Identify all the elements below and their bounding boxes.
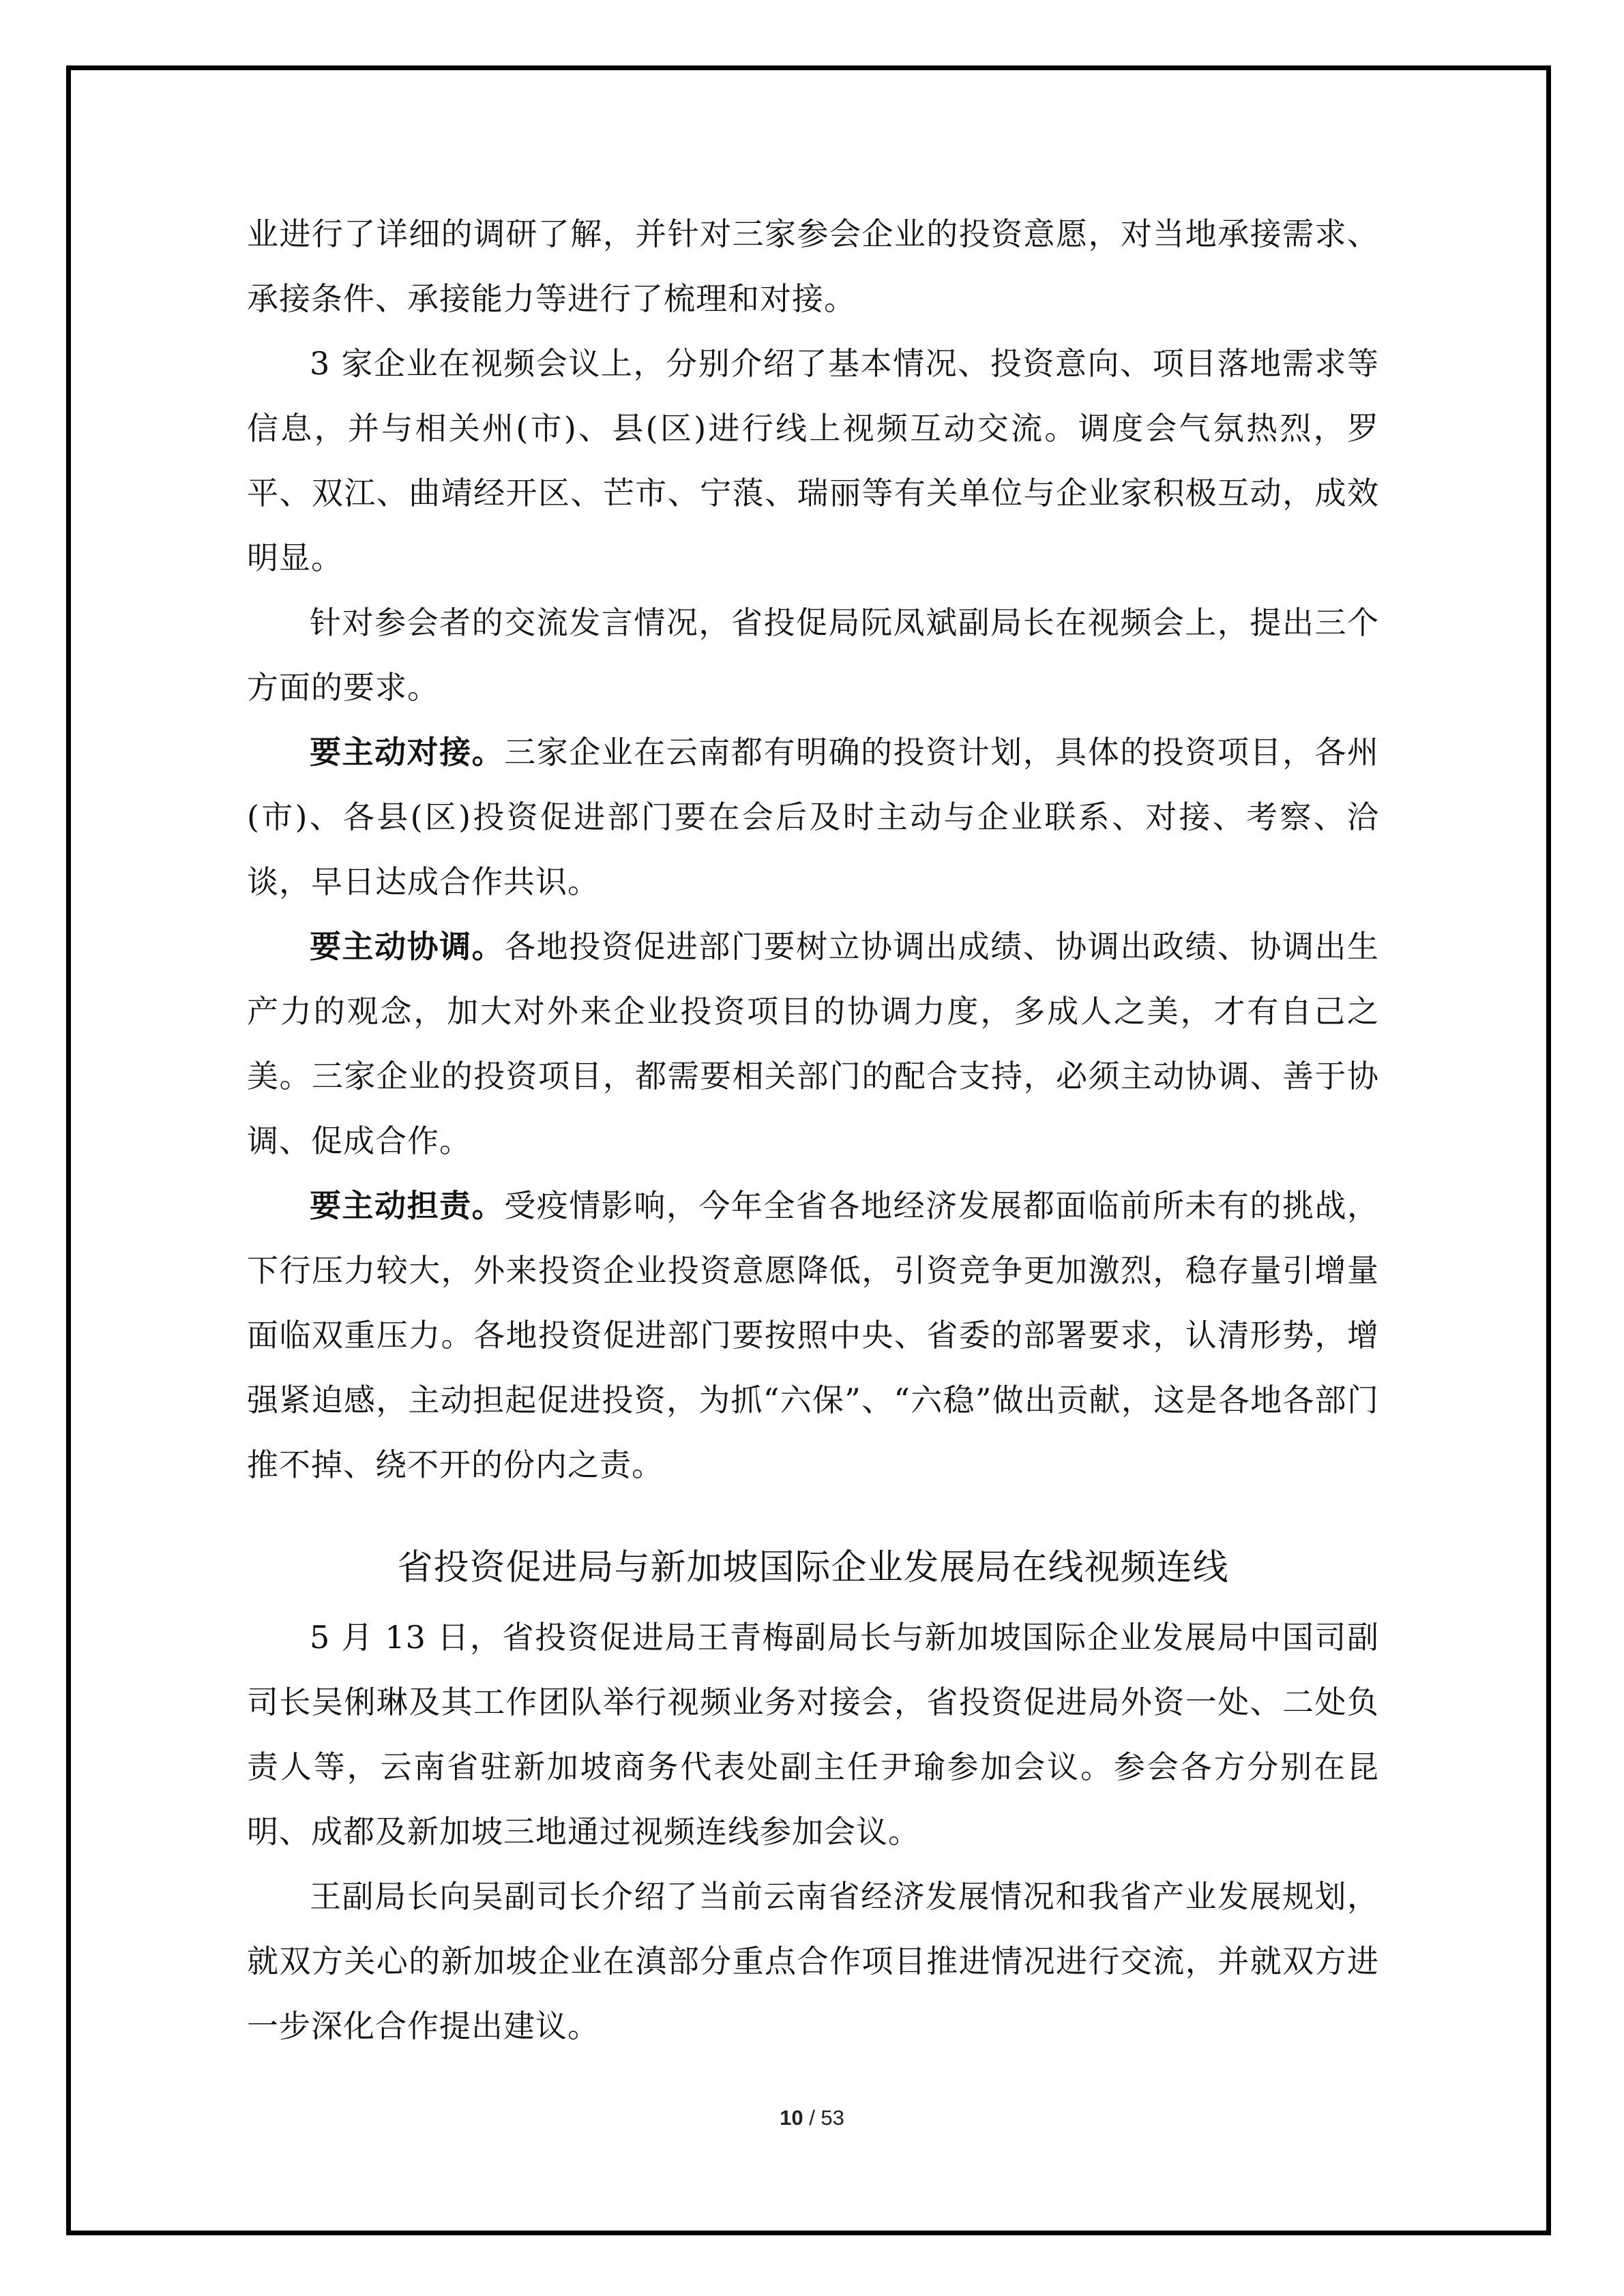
paragraph [247,1605,1379,1864]
paragraph-continued [247,202,1379,331]
paragraph-text: 各地投资促进部门要树立协调出成绩、协调出政绩、协调出生产力的观念，加大对外来企业投资项目的协调力度，多成人之美，才有自己之美。三家企业的投资项目，都需要相关部门的配合支持，必须主动协调、善于协调、促成合作。 [247,928,1379,1159]
page-number [0,2104,1624,2132]
paragraph-text: 业进行了详细的调研了解，并针对三家参会企业的投资意愿，对当地承接需求、承接条件、承接能力等进行了梳理和对接。 [247,215,1379,317]
paragraph-text: 受疫情影响，今年全省各地经济发展都面临前所未有的挑战，下行压力较大，外来投资企业投资意愿降低，引资竞争更加激烈，稳存量引增量面临双重压力。各地投资促进部门要按照中央、省委的部署要求，认清形势，增强紧迫感，主动担起促进投资，为抓“六保”、“六稳”做出贡献，这是各地各部门推不掉、绕不开的份内之责。 [247,1187,1379,1483]
paragraph-text: 针对参会者的交流发言情况，省投促局阮凤斌副局长在视频会上，提出三个方面的要求。 [247,604,1379,706]
page-separator: / [803,2106,821,2130]
paragraph-requirement-responsibility [247,1174,1379,1497]
document-body [247,202,1379,2059]
paragraph-text: 5 月 13 日，省投资促进局王青梅副局长与新加坡国际企业发展局中国司副司长吴俐琳及其工作团队举行视频业务对接会，省投资促进局外资一处、二处负责人等，云南省驻新加坡商务代表处副主任尹瑜参加会议。参会各方分别在昆明、成都及新加坡三地通过视频连线参加会议。 [247,1619,1379,1850]
paragraph-requirement-docking [247,720,1379,914]
paragraph-text: 王副局长向吴副司长介绍了当前云南省经济发展情况和我省产业发展规划，就双方关心的新加坡企业在滇部分重点合作项目推进情况进行交流，并就双方进一步深化合作提出建议。 [247,1878,1379,2044]
section-heading: 省投资促进局与新加坡国际企业发展局在线视频连线 [397,1547,1229,1588]
paragraph-lead: 要主动协调。 [310,928,505,965]
current-page: 10 [780,2106,803,2130]
paragraph [247,331,1379,591]
paragraph-lead: 要主动担责。 [310,1187,505,1224]
paragraph-lead: 要主动对接。 [310,734,505,771]
paragraph-requirement-coordination [247,914,1379,1174]
total-pages: 53 [821,2106,844,2130]
paragraph-text: 三家企业在云南都有明确的投资计划，具体的投资项目，各州(市)、各县(区)投资促进部门要在会后及时主动与企业联系、对接、考察、洽谈，早日达成合作共识。 [247,734,1379,900]
paragraph-text: 3 家企业在视频会议上，分别介绍了基本情况、投资意向、项目落地需求等信息，并与相关州(市)、县(区)进行线上视频互动交流。调度会气氛热烈，罗平、双江、曲靖经开区、芒市、宁蒗、瑞丽等有关单位与企业家积极互动，成效明显。 [247,345,1379,576]
paragraph [247,591,1379,720]
paragraph [247,1864,1379,2059]
